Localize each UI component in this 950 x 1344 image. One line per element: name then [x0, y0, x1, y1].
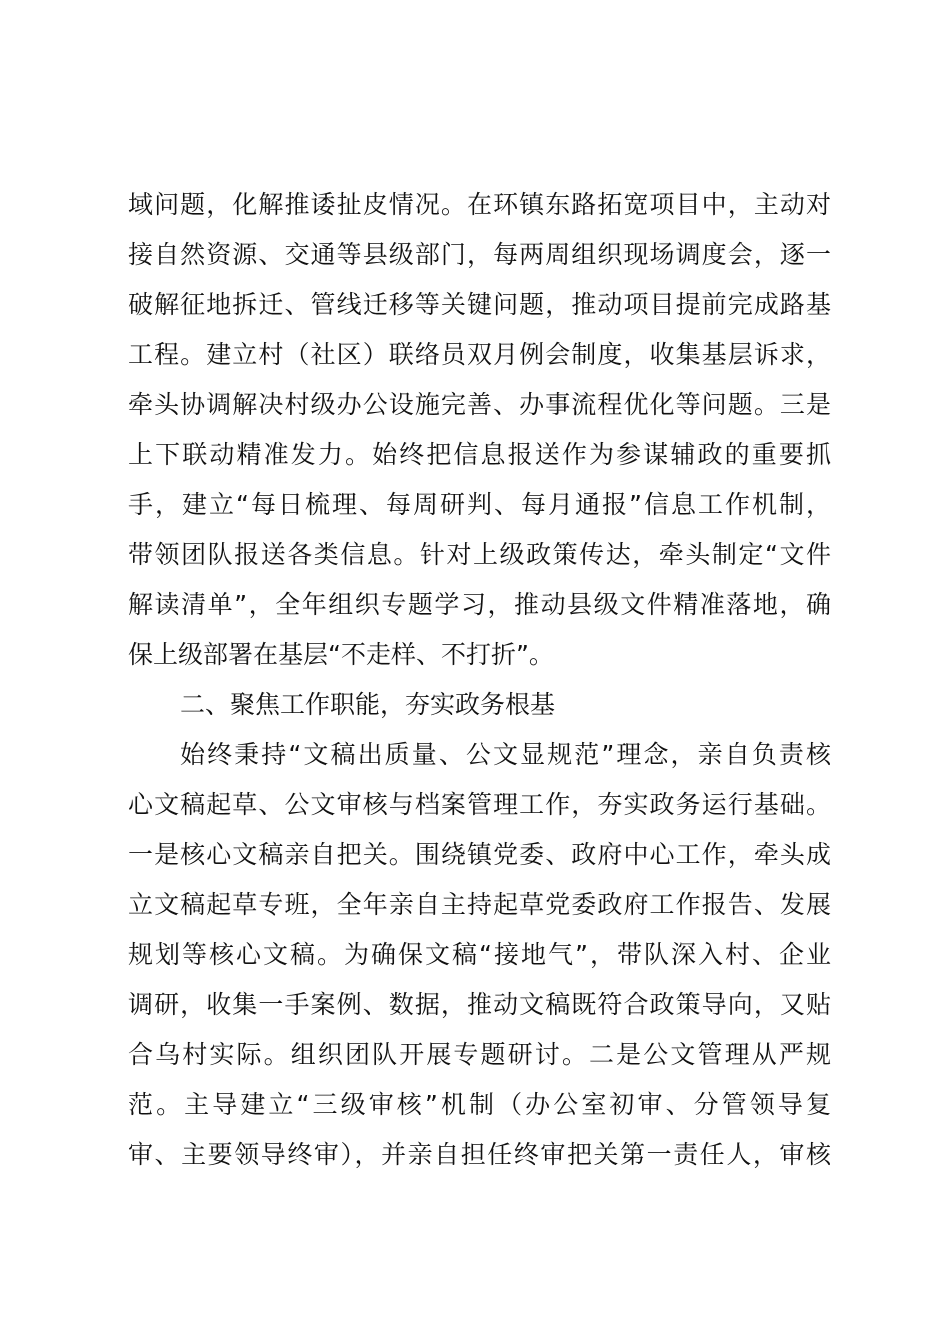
text-line: 破解征地拆迁、管线迁移等关键问题，推动项目提前完成路基 — [128, 290, 831, 319]
text-line: 立文稿起草专班，全年亲自主持起草党委政府工作报告、发展 — [128, 890, 831, 919]
text-line: 审、主要领导终审），并亲自担任终审把关第一责任人，审核 — [128, 1140, 831, 1169]
text-line: 一是核心文稿亲自把关。围绕镇党委、政府中心工作，牵头成 — [128, 840, 831, 869]
text-line: 上下联动精准发力。始终把信息报送作为参谋辅政的重要抓 — [128, 440, 831, 469]
text-line: 手，建立“每日梳理、每周研判、每月通报”信息工作机制， — [128, 490, 831, 519]
section-heading: 二、聚焦工作职能，夯实政务根基 — [180, 690, 556, 719]
text-line: 解读清单”，全年组织专题学习，推动县级文件精准落地，确 — [128, 590, 831, 619]
text-line: 范。主导建立“三级审核”机制（办公室初审、分管领导复 — [128, 1090, 831, 1119]
text-line: 心文稿起草、公文审核与档案管理工作，夯实政务运行基础。 — [128, 790, 831, 819]
text-line: 合乌村实际。组织团队开展专题研讨。二是公文管理从严规 — [128, 1040, 831, 1069]
text-line: 带领团队报送各类信息。针对上级政策传达，牵头制定“文件 — [128, 540, 831, 569]
text-line: 调研，收集一手案例、数据，推动文稿既符合政策导向，又贴 — [128, 990, 831, 1019]
text-line: 牵头协调解决村级办公设施完善、办事流程优化等问题。三是 — [128, 390, 831, 419]
text-line: 接自然资源、交通等县级部门，每两周组织现场调度会，逐一 — [128, 240, 831, 269]
text-line: 工程。建立村（社区）联络员双月例会制度，收集基层诉求， — [128, 340, 831, 369]
text-line: 规划等核心文稿。为确保文稿“接地气”，带队深入村、企业 — [128, 940, 831, 969]
text-line: 始终秉持“文稿出质量、公文显规范”理念，亲自负责核 — [180, 740, 831, 769]
text-line: 域问题，化解推诿扯皮情况。在环镇东路拓宽项目中，主动对 — [128, 190, 831, 219]
text-line: 保上级部署在基层“不走样、不打折”。 — [128, 640, 554, 669]
